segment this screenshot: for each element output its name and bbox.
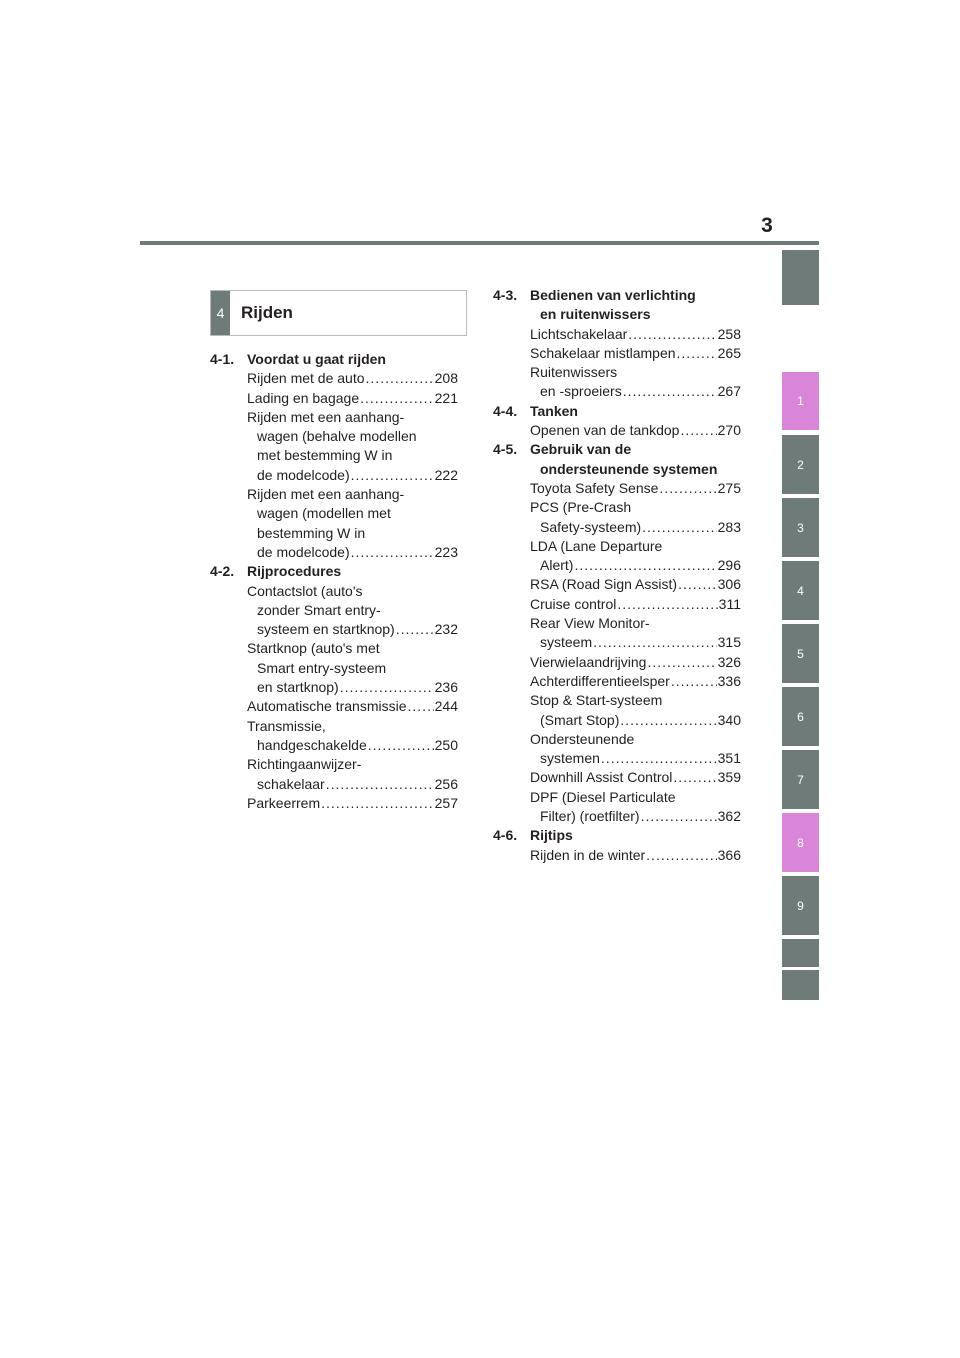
section-heading[interactable] [210,562,458,581]
chapter-number: 4 [211,291,230,335]
section-title: Voordat u gaat rijden [247,351,386,367]
chapter-tab-7[interactable] [782,750,819,809]
toc-section [493,286,741,402]
toc-section [210,350,458,562]
entry-text: Lading en bagage [247,389,360,406]
entry-text: Achterdifferentieelsper [530,672,670,689]
toc-entry[interactable] [530,846,741,865]
page-ref: 221 [434,389,458,406]
dot-leader [321,794,434,813]
dot-leader [340,678,434,697]
toc-entry[interactable] [530,325,741,344]
section-title: ondersteunende systemen [540,460,718,477]
dot-leader [671,672,717,691]
chapter-tab-blank[interactable] [782,250,819,305]
chapter-tab-label: 5 [797,646,804,661]
entry-text: Startknop (auto's met [247,640,380,657]
section-number: 4-6. [493,827,518,844]
page-ref: 208 [434,370,458,387]
chapter-tab-label: 9 [797,898,804,913]
toc-entry[interactable] [530,421,741,440]
section-heading[interactable] [493,402,741,421]
toc-entry[interactable] [530,788,741,827]
entry-text: Ruitenwissers [530,364,618,381]
entry-text: Rijden met de auto [247,370,365,387]
section-number: 4-4. [493,402,518,419]
entry-text: Vierwielaandrijving [530,653,647,670]
entry-text: systemen [540,750,600,767]
chapter-tab-5[interactable] [782,624,819,683]
section-number: 4-3. [493,287,518,303]
chapter-tab-label: 3 [797,520,804,535]
chapter-tab-label: 4 [797,583,804,598]
toc-entry[interactable] [530,653,741,672]
page-ref: 336 [717,672,741,689]
page-ref: 366 [717,846,741,863]
entry-text: handgeschakelde [257,736,367,753]
entry-text: de modelcode) [257,543,350,560]
dot-leader [396,620,434,639]
toc-entry[interactable] [247,408,458,485]
entry-text: Cruise control [530,595,617,612]
toc-entry[interactable] [247,485,458,562]
page-ref: 306 [717,576,741,593]
toc-entry[interactable] [247,639,458,697]
toc-entry[interactable] [530,344,741,363]
entry-text: Toyota Safety Sense [530,479,659,496]
dot-leader [351,543,434,562]
toc-entry[interactable] [530,537,741,576]
section-heading[interactable] [493,826,741,845]
toc-column-left [210,350,458,813]
entry-text: (Smart Stop) [540,711,620,728]
entry-text: met bestemming W in [257,447,393,464]
toc-section [210,562,458,813]
dot-leader [646,846,716,865]
dot-leader [623,382,717,401]
page-ref: 315 [717,634,741,651]
page-ref: 250 [434,736,458,753]
toc-entry[interactable] [530,672,741,691]
dot-leader [641,807,717,826]
toc-entry[interactable] [247,389,458,408]
page-ref: 362 [717,808,741,825]
toc-entry[interactable] [530,691,741,730]
entry-text: Openen van de tankdop [530,422,680,439]
section-heading[interactable] [493,286,741,325]
toc-entry[interactable] [247,794,458,813]
toc-entry[interactable] [530,730,741,769]
chapter-tab-label: 7 [797,772,804,787]
entry-text: wagen (modellen met [257,505,391,522]
page-ref: 244 [434,698,458,715]
page-ref: 270 [717,422,741,439]
entry-text: bestemming W in [257,524,366,541]
toc-section [493,402,741,441]
dot-leader [673,768,716,787]
entry-text: Lichtschakelaar [530,325,628,342]
page-ref: 222 [434,466,458,483]
toc-entry[interactable] [530,575,741,594]
chapter-tab-3[interactable] [782,498,819,557]
page-ref: 340 [717,711,741,728]
entry-text: Rijden met een aanhang- [247,408,405,425]
dot-leader [593,633,717,652]
entry-text: Automatische transmissie [247,698,407,715]
dot-leader [628,325,716,344]
entry-text: Stop & Start-systeem [530,692,663,709]
dot-leader [677,344,717,363]
page-ref: 267 [717,383,741,400]
entry-text: Alert) [540,557,574,574]
entry-text: systeem en startknop) [257,621,395,638]
dot-leader [366,369,434,388]
toc-section [493,440,741,826]
entry-text: PCS (Pre-Crash [530,499,632,516]
toc-entry[interactable] [247,717,458,756]
toc-column-right [493,286,741,865]
chapter-tab-blank[interactable] [782,939,819,967]
entry-text: zonder Smart entry- [257,601,381,618]
chapter-tab-label: 8 [797,835,804,850]
page-ref: 283 [717,518,741,535]
chapter-tab-label: 1 [797,394,804,408]
dot-leader [360,389,434,408]
toc-entry[interactable] [530,498,741,537]
dot-leader [680,421,716,440]
section-number: 4-5. [493,441,518,458]
entry-text: DPF (Diesel Particulate [530,788,676,805]
toc-entry[interactable] [247,755,458,794]
toc-entry[interactable] [247,369,458,388]
dot-leader [601,749,717,768]
section-title: Tanken [530,402,578,419]
page-ref: 311 [718,595,741,612]
chapter-header [210,290,467,336]
dot-leader [326,775,434,794]
page-ref: 326 [717,653,741,670]
toc-entry[interactable] [530,595,741,614]
entry-text: en startknop) [257,679,339,696]
chapter-tab-1[interactable] [782,372,819,430]
entry-text: Parkeerrem [247,794,321,811]
page-ref: 258 [717,325,741,342]
toc-entry[interactable] [247,582,458,640]
entry-text: en -sproeiers [540,383,622,400]
page-ref: 275 [717,479,741,496]
toc-entry[interactable] [530,768,741,787]
dot-leader [659,479,716,498]
chapter-tab-6[interactable] [782,687,819,746]
chapter-tab-4[interactable] [782,561,819,620]
entry-text: Richtingaanwijzer- [247,756,362,773]
dot-leader [678,575,717,594]
toc-entry[interactable] [530,614,741,653]
entry-text: Rijden in de winter [530,846,646,863]
dot-leader [574,556,716,575]
dot-leader [642,518,717,537]
entry-text: Ondersteunende [530,730,635,747]
entry-text: schakelaar [257,775,325,792]
entry-text: systeem [540,634,593,651]
section-number: 4-2. [210,563,235,580]
page-ref: 296 [717,557,741,574]
toc-entry[interactable] [530,363,741,402]
dot-leader [617,595,717,614]
section-title: Bedienen van verlichting [530,287,696,303]
entry-text: RSA (Road Sign Assist) [530,576,678,593]
page-number: 3 [761,214,773,237]
section-title: en ruitenwissers [540,306,651,323]
page-ref: 236 [434,679,458,696]
dot-leader [620,711,716,730]
section-heading[interactable] [210,350,458,369]
page-ref: 351 [717,750,741,767]
dot-leader [368,736,434,755]
dot-leader [408,697,434,716]
chapter-tab-9[interactable] [782,876,819,935]
entry-text: Rear View Monitor- [530,615,650,632]
chapter-title: Rijden [241,303,293,322]
entry-text: Transmissie, [247,717,326,734]
chapter-tab-2[interactable] [782,435,819,494]
chapter-tab-blank[interactable] [782,970,819,1000]
dot-leader [647,653,716,672]
entry-text: Downhill Assist Control [530,769,673,786]
entry-text: LDA (Lane Departure [530,537,663,554]
toc-entry[interactable] [247,697,458,716]
chapter-tab-label: 6 [797,709,804,724]
entry-text: Schakelaar mistlampen [530,344,676,361]
section-title: Rijtips [530,827,573,844]
entry-text: Contactslot (auto's [247,582,363,599]
toc-section [493,826,741,865]
page-ref: 232 [434,621,458,638]
page-ref: 359 [717,769,741,786]
chapter-tab-8[interactable] [782,813,819,872]
page-ref: 223 [434,543,458,560]
entry-text: wagen (behalve modellen [257,428,417,445]
section-title: Rijprocedures [247,563,342,580]
section-number: 4-1. [210,351,235,367]
header-rule [140,241,819,245]
entry-text: Smart entry-systeem [257,659,387,676]
page-ref: 256 [434,775,458,792]
chapter-tab-label: 2 [797,457,804,472]
entry-text: Rijden met een aanhang- [247,486,405,503]
section-title: Gebruik van de [530,441,632,458]
dot-leader [351,466,434,485]
entry-text: de modelcode) [257,466,350,483]
section-heading[interactable] [493,440,741,479]
page-ref: 265 [717,344,741,361]
page-ref: 257 [434,794,458,811]
entry-text: Safety-systeem) [540,518,642,535]
toc-entry[interactable] [530,479,741,498]
entry-text: Filter) (roetfilter) [540,808,640,825]
